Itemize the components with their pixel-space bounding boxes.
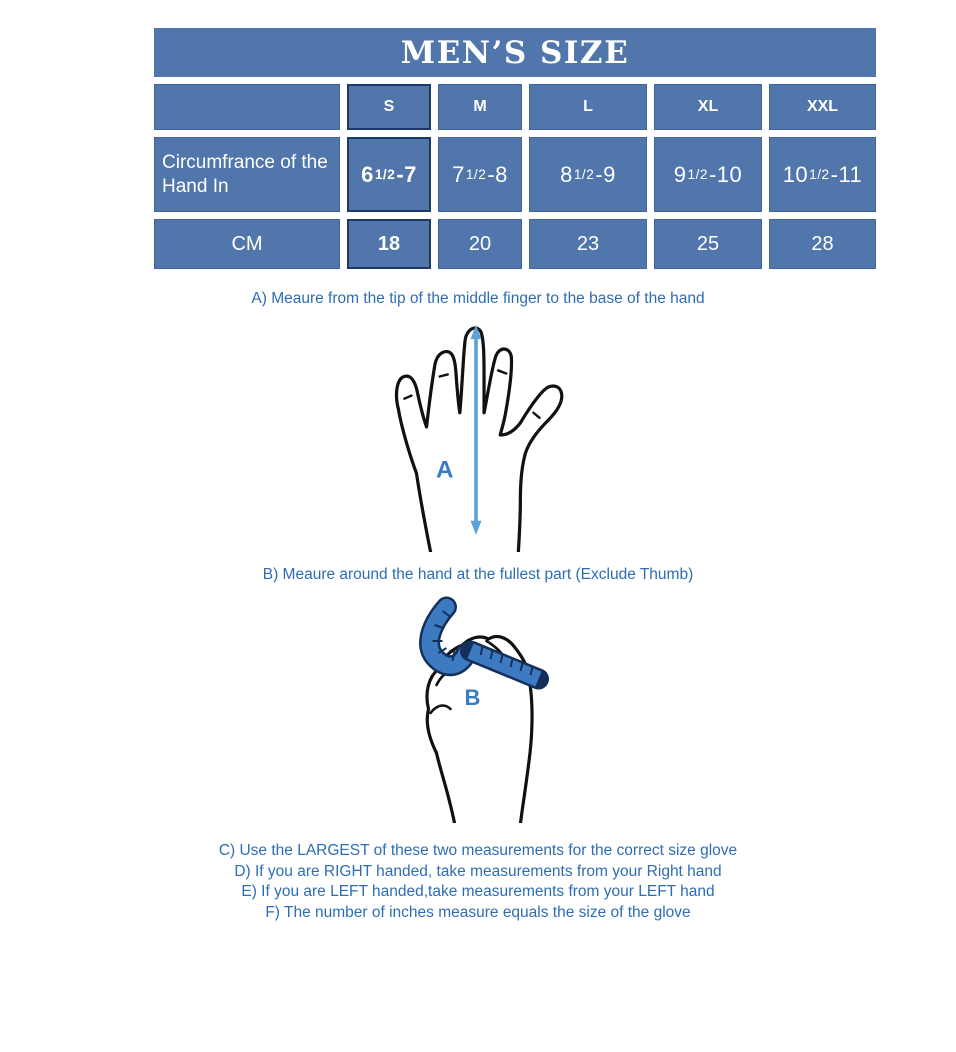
instruction-line-c: C) Use the LARGEST of these two measurements for the correct size glove — [218, 842, 738, 859]
instruction-line-e: E) If you are LEFT handed,take measurements from your LEFT hand — [241, 883, 715, 900]
measuring-tape — [430, 607, 539, 679]
measure-a-label: A — [435, 456, 454, 484]
cell-inches-xl: 9 1/2 -10 — [654, 137, 762, 212]
cell-cm-l: 23 — [529, 219, 647, 269]
col-header-l: L — [529, 84, 647, 130]
row-label-cm: CM — [154, 219, 340, 269]
half-fraction: 1/2 — [374, 167, 396, 182]
measure-b-label: B — [464, 685, 481, 710]
half-fraction: 1/2 — [465, 167, 487, 182]
measure-a-arrow — [470, 325, 481, 535]
row-label-inches: Circumfrance of the Hand In — [154, 137, 340, 212]
hand-measurement-a-figure — [0, 320, 956, 552]
col-header-xxl: XXL — [769, 84, 876, 130]
hand-outline — [397, 328, 562, 552]
cell-cm-xl: 25 — [654, 219, 762, 269]
cell-inches-l: 8 1/2 -9 — [529, 137, 647, 212]
instruction-line-f: F) The number of inches measure equals the size of the glove — [265, 903, 691, 921]
col-header-xl: XL — [654, 84, 762, 130]
notes-block — [0, 841, 956, 923]
col-header-s: S — [347, 84, 431, 130]
cell-cm-xxl: 28 — [769, 219, 876, 269]
cell-cm-s: 18 — [347, 219, 431, 269]
instruction-line-b: B) Meaure around the hand at the fullest part (Exclude Thumb) — [262, 566, 694, 583]
cell-cm-m: 20 — [438, 219, 522, 269]
cell-inches-m: 7 1/2 -8 — [438, 137, 522, 212]
instruction-line-d: D) If you are RIGHT handed, take measurements from your Right hand — [234, 862, 722, 880]
cell-inches-xxl: 10 1/2 -11 — [769, 137, 876, 212]
half-fraction: 1/2 — [687, 167, 708, 182]
size-table-grid — [154, 84, 876, 269]
cell-inches-s: 6 1/2 -7 — [347, 137, 431, 212]
half-fraction: 1/2 — [573, 167, 595, 182]
size-table — [154, 28, 876, 269]
size-table-title: MEN’S SIZE — [154, 28, 876, 77]
col-header-m: M — [438, 84, 522, 130]
fist-illustration — [390, 595, 566, 823]
open-hand-illustration — [382, 320, 574, 552]
half-fraction: 1/2 — [809, 167, 830, 182]
fist-measurement-b-figure — [0, 595, 956, 823]
instruction-line-a: A) Meaure from the tip of the middle finger to the base of the hand — [251, 290, 705, 307]
corner-cell — [154, 84, 340, 130]
